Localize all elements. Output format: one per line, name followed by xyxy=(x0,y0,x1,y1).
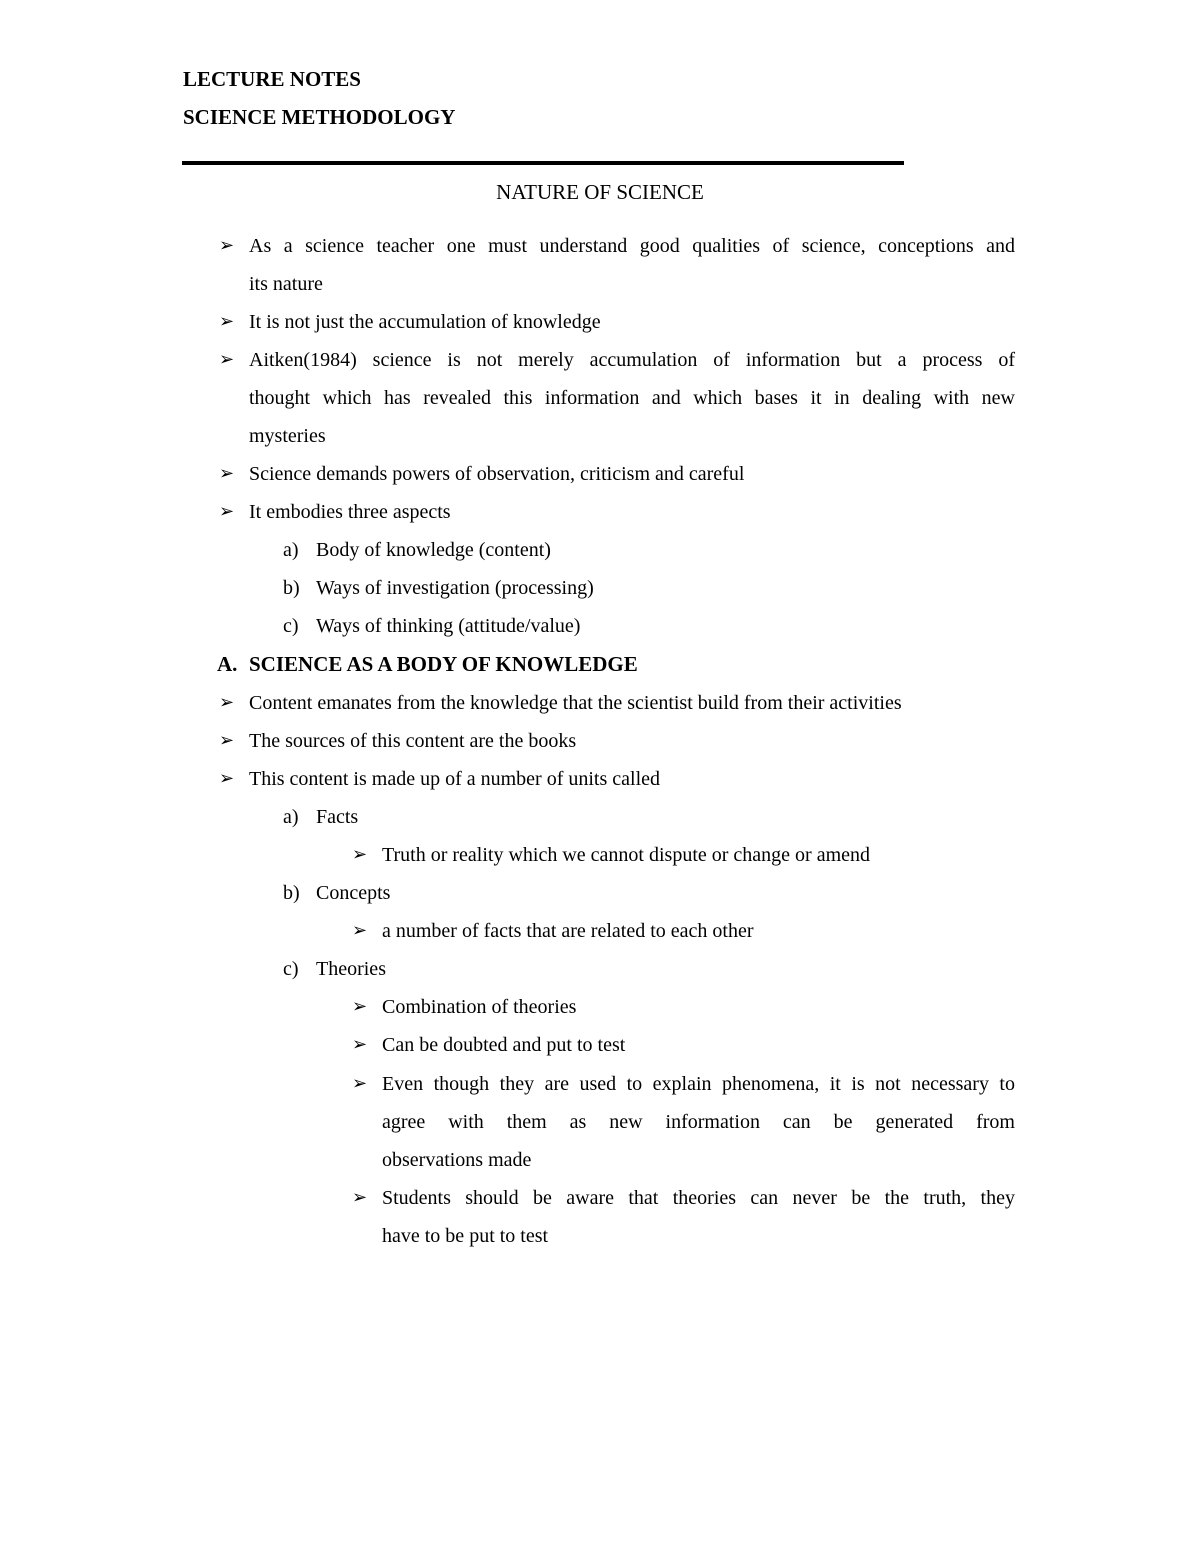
arrow-bullet-icon: ➢ xyxy=(219,768,235,789)
bullet-text-line: As a science teacher one must understand good qualities of science, conceptions and xyxy=(249,235,1015,257)
bullet-text-line: mysteries xyxy=(249,425,326,447)
unit-label: Concepts xyxy=(316,882,391,904)
bullet-text-line: Content emanates from the knowledge that the scientist build from their activities xyxy=(249,692,902,714)
arrow-bullet-icon: ➢ xyxy=(219,349,235,370)
arrow-bullet-icon: ➢ xyxy=(352,996,368,1017)
list-marker: c) xyxy=(283,958,299,980)
arrow-bullet-icon: ➢ xyxy=(219,730,235,751)
aspect-item: Ways of investigation (processing) xyxy=(316,577,594,599)
arrow-bullet-icon: ➢ xyxy=(352,920,368,941)
arrow-bullet-icon: ➢ xyxy=(219,501,235,522)
list-marker: b) xyxy=(283,577,300,599)
header-title: LECTURE NOTES xyxy=(183,67,361,91)
bullet-text-line: It embodies three aspects xyxy=(249,501,451,523)
bullet-text-line: its nature xyxy=(249,273,323,295)
section-a-marker: A. xyxy=(217,652,238,676)
list-marker: c) xyxy=(283,615,299,637)
sub-bullet-text-line: Students should be aware that theories can never be the truth, they xyxy=(382,1187,1015,1209)
sub-bullet-text-line: Even though they are used to explain phenomena, it is not necessary to xyxy=(382,1073,1015,1095)
bullet-text-line: Aitken(1984) science is not merely accumulation of information but a process of xyxy=(249,349,1015,371)
sub-bullet-text-line: observations made xyxy=(382,1149,532,1171)
arrow-bullet-icon: ➢ xyxy=(352,1034,368,1055)
list-marker: b) xyxy=(283,882,300,904)
bullet-text-line: Science demands powers of observation, criticism and careful xyxy=(249,463,745,485)
arrow-bullet-icon: ➢ xyxy=(219,463,235,484)
sub-bullet-text-line: a number of facts that are related to each other xyxy=(382,920,754,942)
arrow-bullet-icon: ➢ xyxy=(352,1187,368,1208)
header-divider xyxy=(182,161,904,165)
unit-label: Theories xyxy=(316,958,386,980)
arrow-bullet-icon: ➢ xyxy=(352,844,368,865)
sub-bullet-text-line: have to be put to test xyxy=(382,1225,549,1247)
unit-label: Facts xyxy=(316,806,359,828)
sub-bullet-text-line: agree with them as new information can be generated from xyxy=(382,1111,1015,1133)
list-marker: a) xyxy=(283,539,299,561)
bullet-text-line: This content is made up of a number of units called xyxy=(249,768,661,790)
arrow-bullet-icon: ➢ xyxy=(219,311,235,332)
bullet-text-line: The sources of this content are the books xyxy=(249,730,577,752)
sub-bullet-text-line: Combination of theories xyxy=(382,996,577,1018)
arrow-bullet-icon: ➢ xyxy=(219,235,235,256)
arrow-bullet-icon: ➢ xyxy=(352,1073,368,1094)
section-a-heading: SCIENCE AS A BODY OF KNOWLEDGE xyxy=(249,652,638,676)
header-subtitle: SCIENCE METHODOLOGY xyxy=(183,105,456,129)
arrow-bullet-icon: ➢ xyxy=(219,692,235,713)
sub-bullet-text-line: Truth or reality which we cannot dispute or change or amend xyxy=(382,844,871,866)
section-title: NATURE OF SCIENCE xyxy=(496,180,704,204)
aspect-item: Body of knowledge (content) xyxy=(316,539,551,561)
list-marker: a) xyxy=(283,806,299,828)
aspect-item: Ways of thinking (attitude/value) xyxy=(316,615,581,637)
bullet-text-line: thought which has revealed this information and which bases it in dealing with new xyxy=(249,387,1015,409)
bullet-text-line: It is not just the accumulation of knowledge xyxy=(249,311,601,333)
sub-bullet-text-line: Can be doubted and put to test xyxy=(382,1034,626,1056)
